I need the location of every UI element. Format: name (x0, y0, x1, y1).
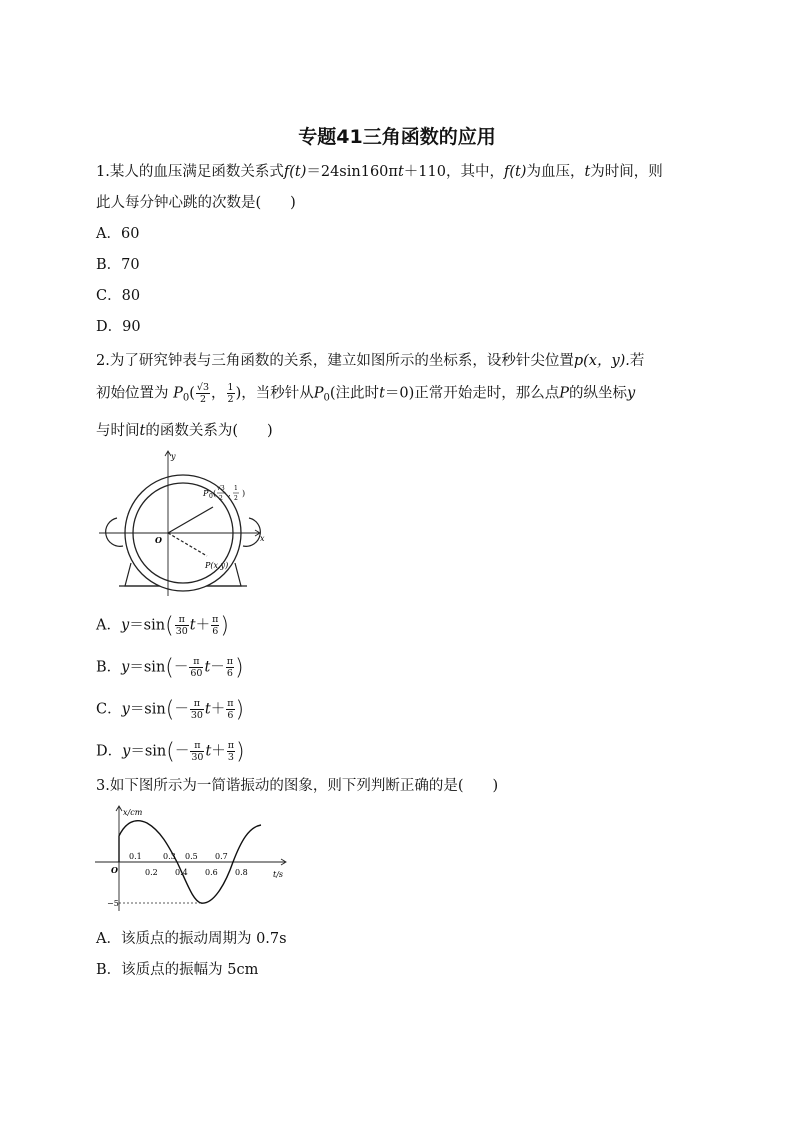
q2-opt-a-y: y (120, 617, 130, 634)
q2-opt-b-den1: 60 (190, 668, 203, 679)
q2-frac-den2: 2 (227, 394, 234, 405)
graph-xlabel: t/s (273, 870, 284, 879)
q2-frac-num: √3 (196, 382, 210, 393)
q3-option-a: A．该质点的振动周期为 0.7s (96, 931, 287, 947)
clock-figure (95, 448, 275, 596)
fig-y-label: y (171, 452, 176, 461)
fig-close-paren: ) (242, 489, 246, 498)
q2-opt-b-num2: π (226, 656, 234, 667)
q2-text-2h: y (627, 385, 636, 402)
q2-p0: P (173, 385, 183, 402)
q1-ft: f(t) (283, 164, 307, 180)
q2-opt-a-frac2 (211, 614, 219, 637)
q2-opt-b-rparen: ) (235, 655, 244, 681)
q2-stem-line2: 初始位置为 $P_0$( $\frac{√3}{2}$ ， $\frac{1}{2}$ )，当秒针从$P_0$(注此时t＝0)正常开始走时，那么点P的纵坐标y (96, 382, 636, 405)
q2-opt-b-y: y (121, 659, 130, 676)
q2-opt-b-lparen: ( (165, 655, 174, 681)
q2-opt-a-num2: π (212, 614, 219, 625)
q2-opt-d-letter: D． (96, 743, 123, 760)
tick-0-7: 0.7 (215, 852, 228, 861)
q2-opt-c-sign1: － (174, 701, 189, 718)
q2-stem-line1 (96, 351, 644, 371)
q2-opt-d-rparen: ) (236, 739, 245, 765)
q2-opt-c-den2: 6 (227, 710, 234, 721)
q2-opt-d-lparen: ( (166, 739, 175, 765)
graph-ylabel: x/cm (123, 808, 143, 817)
q2-frac-den: 2 (199, 394, 206, 405)
fig-x-label: x (260, 534, 265, 543)
q3-option-b: B．该质点的振幅为 5cm (96, 962, 259, 978)
graph-origin: O (111, 865, 118, 875)
q2-text-2b: ，当秒针从 (241, 385, 314, 402)
q2-opt-b-num1: π (189, 656, 203, 668)
q2-frac-1-2 (227, 382, 235, 405)
q2-opt-a-num1: π (175, 614, 189, 626)
q2-opt-c-rparen: ) (235, 697, 245, 723)
q2-opt-d-sign1: － (174, 743, 190, 760)
q2-text-1a: 2.为了研究钟表与三角函数的关系，建立如图所示的坐标系，设秒针尖位置 (96, 353, 574, 369)
fig-open-paren: ( (213, 489, 217, 498)
right-bell (243, 518, 260, 546)
q2-text-2a: 初始位置为 (96, 385, 169, 402)
fig-two-a: 2 (219, 495, 223, 502)
q2-opt-d-frac1 (190, 740, 204, 763)
q2-text-1b: p(x，y). (573, 353, 630, 369)
q2-opt-c-t: t (204, 701, 211, 718)
q2-frac-num2: 1 (227, 382, 234, 393)
q2-text-3c: 的函数关系为( ) (145, 423, 273, 439)
q2-opt-c-letter: C． (96, 701, 122, 718)
q2-opt-c-y: y (121, 701, 130, 718)
q3-stem: 3.如下图所示为一简谐振动的图象，则下列判断正确的是( ) (96, 778, 499, 794)
q2-opt-d-den1: 30 (191, 752, 204, 763)
tick-0-1: 0.1 (129, 852, 142, 861)
q2-text-2c: (注此时 (329, 385, 380, 402)
tick-0-5: 0.5 (185, 852, 198, 861)
q2-text-2f: P (559, 385, 570, 402)
q1-text-c: ＋110，其中， (403, 164, 504, 180)
q2-opt-d-t: t (205, 743, 212, 760)
left-bell (106, 518, 123, 546)
q2-opt-c-den1: 30 (190, 710, 203, 721)
q1-t2: t (584, 164, 591, 180)
q2-opt-d-sin: ＝sin (130, 743, 167, 760)
fig-one: 1 (234, 485, 238, 492)
q1-option-a: A．60 (96, 226, 140, 242)
tick-0-4: 0.4 (175, 868, 188, 877)
q2-opt-a-sin: ＝sin (129, 617, 166, 634)
q2-opt-a-den2: 6 (212, 626, 219, 637)
q2-option-d (96, 740, 245, 763)
q1-text-e: 为时间，则 (590, 164, 663, 180)
q2-opt-a-sign2: ＋ (195, 617, 211, 634)
q2-opt-d-y: y (122, 743, 131, 760)
q2-opt-a-lparen: ( (165, 613, 174, 639)
q2-opt-b-t: t (204, 659, 211, 676)
q2-opt-c-num1: π (190, 698, 204, 710)
q2-opt-a-t: t (189, 617, 196, 634)
q2-text-2e: ＝0)正常开始走时，那么点 (384, 385, 560, 402)
tick-0-6: 0.6 (205, 868, 218, 877)
q2-text-3a: 与时间 (96, 423, 140, 439)
q2-opt-c-lparen: ( (165, 697, 175, 723)
fig-two-b: 2 (234, 495, 238, 502)
q1-option-b: B．70 (96, 257, 140, 273)
tick-0-3: 0.3 (163, 852, 176, 861)
q2-opt-c-frac2 (226, 698, 234, 721)
graph-neg-label: −5 (107, 899, 119, 908)
q2-opt-c-num2: π (227, 698, 234, 709)
q2-option-c (96, 698, 244, 721)
q2-option-a (96, 614, 229, 637)
q2-p0-b: P (313, 385, 324, 402)
q2-opt-b-sign1: － (173, 659, 189, 676)
q2-opt-a-letter: A． (96, 617, 121, 634)
q2-opt-a-rparen: ) (220, 613, 229, 639)
q2-p0-sub-b: 0 (323, 392, 330, 404)
q1-t: t (397, 164, 404, 180)
q2-opt-d-num2: π (227, 740, 235, 751)
fig-origin-label: O (155, 535, 162, 545)
q2-opt-c-frac1 (190, 698, 204, 721)
q2-opt-d-frac2 (227, 740, 235, 763)
q1-text-b: ＝24sin160π (306, 164, 398, 180)
q2-opt-b-den2: 6 (226, 668, 233, 679)
q2-opt-b-sign2: － (210, 659, 225, 676)
oscillation-graph (95, 803, 295, 915)
fig-p-label: P(x,y) (205, 561, 229, 570)
q2-stem-line3 (96, 421, 273, 441)
q2-opt-b-letter: B． (96, 659, 122, 676)
fig-p0-sub: 0 (209, 493, 213, 500)
q2-opt-a-den1: 30 (175, 626, 188, 637)
q2-opt-d-den2: 3 (227, 752, 234, 763)
q2-opt-d-sign2: ＋ (211, 743, 226, 760)
q2-text-3b: t (139, 423, 146, 439)
page-title: 专题41三角函数的应用 (298, 126, 496, 148)
q2-opt-b-frac2 (226, 656, 234, 679)
q2-opt-d-num1: π (190, 740, 204, 752)
q2-text-1c: 若 (629, 353, 645, 369)
tick-0-2: 0.2 (145, 868, 158, 877)
q1-text-d: 为血压， (526, 164, 585, 180)
q2-opt-c-sign2: ＋ (210, 701, 226, 718)
q2-opt-b-sin: ＝sin (129, 659, 166, 676)
q2-text-2g: 的纵坐标 (569, 385, 628, 402)
q2-frac-sqrt3-2 (196, 382, 210, 405)
q1-ft2: f(t) (503, 164, 527, 180)
q2-p0-sub: 0 (182, 392, 190, 404)
q1-stem-line2: 此人每分钟心跳的次数是( ) (96, 195, 296, 211)
fig-sqrt3: √3 (217, 485, 225, 492)
tick-0-8: 0.8 (235, 868, 248, 877)
q2-opt-a-frac1 (175, 614, 189, 637)
q2-opt-c-sin: ＝sin (129, 701, 166, 718)
q1-text-a: 1.某人的血压满足函数关系式 (96, 164, 284, 180)
fig-p0-label: P (203, 489, 209, 498)
q1-stem-line1 (96, 162, 663, 182)
q2-opt-b-frac1 (189, 656, 203, 679)
q1-option-d: D．90 (96, 319, 141, 335)
q1-option-c: C．80 (96, 288, 141, 304)
q2-option-b (96, 656, 244, 679)
q2-text-2d: t (379, 385, 385, 402)
fig-comma: , (228, 489, 231, 498)
